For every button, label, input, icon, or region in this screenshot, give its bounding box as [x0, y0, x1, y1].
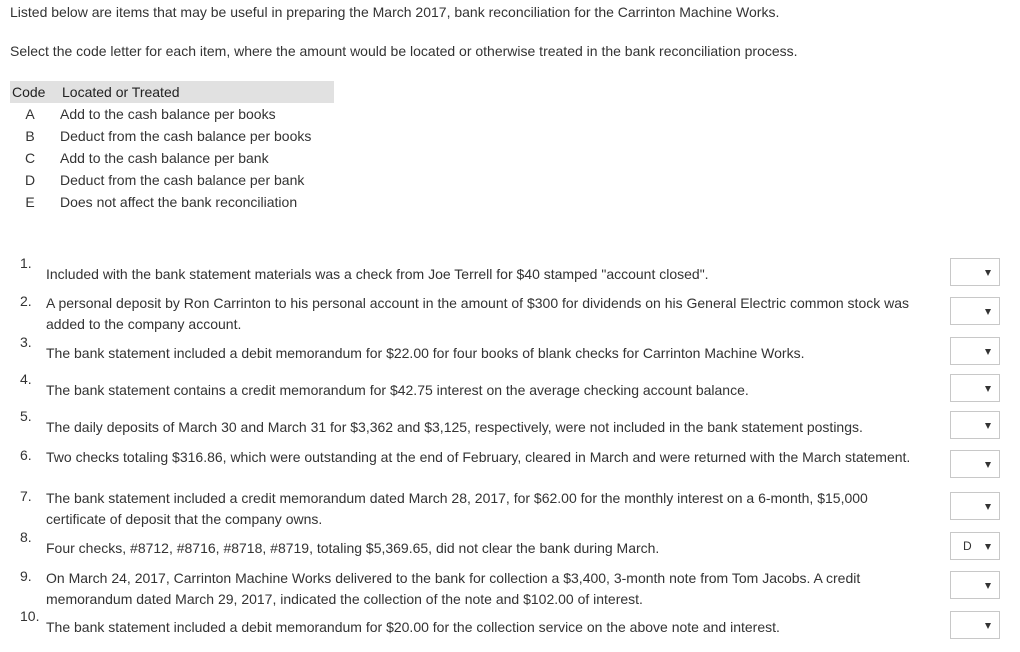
code-select-item-2[interactable] [950, 297, 1000, 325]
code-legend-table [10, 81, 334, 213]
dropdown-arrow-icon [985, 583, 991, 589]
item-text: The daily deposits of March 30 and March 31 for $3,362 and $3,125, respectively, were not included in the bank statement postings. [46, 419, 863, 435]
code-row [10, 125, 334, 147]
item-text: Two checks totaling $316.86, which were outstanding at the end of February, cleared in March and were returned with the March statement. [46, 449, 911, 465]
dropdown-arrow-icon [985, 309, 991, 315]
code-select-item-8[interactable] [950, 532, 1000, 560]
code-legend-header [10, 81, 334, 103]
dropdown-arrow-icon [985, 462, 991, 468]
item-number: 4. [20, 371, 32, 387]
code-description: Does not affect the bank reconciliation [60, 194, 298, 210]
code-select-item-1[interactable] [950, 258, 1000, 286]
code-select-item-9[interactable] [950, 571, 1000, 599]
dropdown-arrow-icon [985, 423, 991, 429]
code-description: Deduct from the cash balance per books [60, 128, 312, 144]
code-select-item-6[interactable] [950, 450, 1000, 478]
header-code: Code [10, 81, 60, 103]
code-description: Add to the cash balance per books [60, 106, 276, 122]
item-number: 6. [20, 447, 32, 463]
item-number: 9. [20, 568, 32, 584]
item-number: 5. [20, 408, 32, 424]
code-description: Add to the cash balance per bank [60, 150, 269, 166]
header-located-or-treated: Located or Treated [60, 81, 334, 103]
item-number: 10. [20, 608, 40, 624]
item-text: The bank statement included a debit memorandum for $20.00 for the collection service on the above note and interest. [46, 619, 780, 635]
code-select-item-5[interactable] [950, 411, 1000, 439]
dropdown-arrow-icon [985, 386, 991, 392]
item-number: 2. [20, 293, 32, 309]
code-select-item-7[interactable] [950, 492, 1000, 520]
dropdown-arrow-icon [985, 270, 991, 276]
code-letter: B [25, 128, 35, 144]
item-number: 1. [20, 255, 32, 271]
item-text: Included with the bank statement materials was a check from Joe Terrell for $40 stamped "account closed". [46, 266, 709, 282]
item-text: On March 24, 2017, Carrinton Machine Works delivered to the bank for collection a $3,400, 3-month note from Tom Jacobs. A credit memorandum dated March 29, 2017, indicated the collection of the note and $102.00 of interest. [46, 570, 861, 607]
code-letter: D [24, 172, 36, 188]
code-row [10, 147, 334, 169]
dropdown-arrow-icon [985, 349, 991, 355]
code-letter: A [25, 106, 35, 122]
item-text: The bank statement included a debit memorandum for $22.00 for four books of blank checks for Carrinton Machine Works. [46, 345, 805, 361]
code-letter: E [25, 194, 35, 210]
item-text: A personal deposit by Ron Carrinton to his personal account in the amount of $300 for dividends on his General Electric common stock was added to the company account. [46, 295, 910, 332]
item-text: The bank statement included a credit memorandum dated March 28, 2017, for $62.00 for the monthly interest on a 6-month, $15,000 certificate of deposit that the company owns. [46, 490, 868, 527]
item-text: Four checks, #8712, #8716, #8718, #8719, totaling $5,369.65, did not clear the bank during March. [46, 540, 660, 556]
item-number: 8. [20, 529, 32, 545]
code-row [10, 169, 334, 191]
instructions-line-2: Select the code letter for each item, where the amount would be located or otherwise treated in the bank reconciliation process. [10, 43, 798, 59]
dropdown-arrow-icon [985, 544, 991, 550]
code-row [10, 103, 334, 125]
selected-code: D [963, 539, 972, 553]
instructions-line-1: Listed below are items that may be useful in preparing the March 2017, bank reconciliation for the Carrinton Machine Works. [10, 4, 780, 20]
code-description: Deduct from the cash balance per bank [60, 172, 305, 188]
code-letter: C [24, 150, 36, 166]
item-text: The bank statement contains a credit memorandum for $42.75 interest on the average checking account balance. [46, 382, 749, 398]
code-select-item-4[interactable] [950, 374, 1000, 402]
code-row [10, 191, 334, 213]
item-number: 7. [20, 488, 32, 504]
item-number: 3. [20, 334, 32, 350]
code-select-item-3[interactable] [950, 337, 1000, 365]
code-select-item-10[interactable] [950, 611, 1000, 639]
dropdown-arrow-icon [985, 623, 991, 629]
dropdown-arrow-icon [985, 504, 991, 510]
